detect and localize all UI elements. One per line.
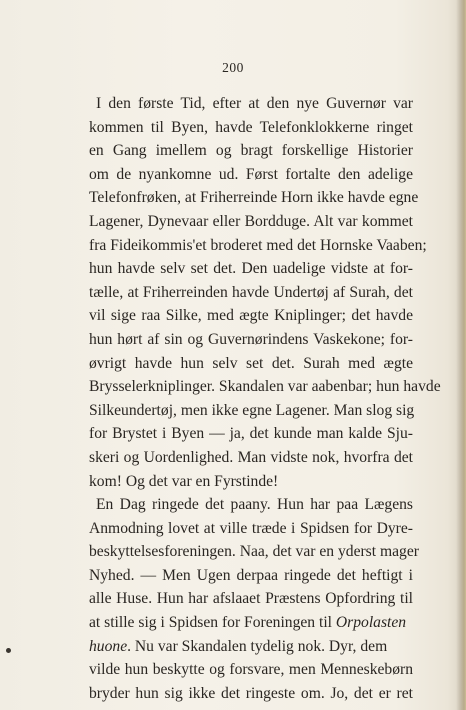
text-line-with-italic <box>89 635 413 659</box>
text-line: alle Huse. Hun har afslaaet Præstens Opfordring til <box>89 590 413 608</box>
text-line: Telefonfrøken, at Friherreinde Horn ikke havde egne <box>89 189 419 207</box>
italic-term: Orpolasten <box>335 614 407 632</box>
text-line: Lagener, Dynevaar eller Bordduge. Alt var kommet <box>89 212 413 230</box>
text-line: øvrigt havde hun selv set det. Surah med ægte <box>89 354 413 372</box>
text-line: om de nyankomne ud. Først fortalte den adelige <box>89 165 413 183</box>
italic-term: huone <box>89 637 128 655</box>
text-line: Anmodning lovet at ville træde i Spidsen for Dyre- <box>89 519 413 537</box>
text-line: hun hørt af sin og Guvernørindens Vaskekone; for- <box>89 330 413 348</box>
text-line: I den første Tid, efter at den nye Guvernør var <box>96 95 413 112</box>
text-segment: at stille sig i Spidsen for Foreningen til <box>89 614 332 632</box>
text-line: Silkeundertøj, men ikke egne Lagener. Man slog sig <box>89 401 415 419</box>
text-line: beskyttelsesforeningen. Naa, det var en yderst mager <box>89 543 419 561</box>
text-line: kom! Og det var en Fyrstinde! <box>89 472 279 490</box>
text-segment: . Nu var Skandalen tydelig nok. Dyr, dem <box>127 637 388 655</box>
page-number: 200 <box>222 60 244 75</box>
text-line: bryder hun sig ikke det ringeste om. Jo, det er ret <box>89 684 413 702</box>
margin-dot <box>6 648 11 653</box>
text-line: Brysselerkniplinger. Skandalen var aabenbar; hun havde <box>89 378 441 396</box>
text-line: fra Fideikommis'et broderet med det Hornske Vaaben; <box>89 236 427 254</box>
page-edge-shadow <box>456 0 466 710</box>
text-line: hun havde selv set det. Den uadelige vidste at for- <box>89 260 413 278</box>
text-line: skeri og Uordenlighed. Man vidste nok, hvorfra det <box>89 448 413 466</box>
text-line: tælle, at Friherreinden havde Undertøj af Surah, det <box>89 283 413 301</box>
text-line: for Brystet i Byen — ja, det kunde man kalde Sju- <box>89 425 413 443</box>
text-line-with-italic <box>89 611 413 635</box>
text-line: vil sige raa Silke, med ægte Kniplinger; det havde <box>89 307 413 325</box>
body-text <box>89 92 441 705</box>
text-line: Nyhed. — Men Ugen derpaa ringede det heftigt i <box>89 566 413 584</box>
text-line: en Gang imellem og bragt forskellige Historier <box>89 142 413 160</box>
text-line: kommen til Byen, havde Telefonklokkerne ringet <box>89 118 413 136</box>
text-line: En Dag ringede det paany. Hun har paa Lægens <box>96 496 413 514</box>
text-line: vilde hun beskytte og forsvare, men Menneskebørn <box>89 661 413 679</box>
